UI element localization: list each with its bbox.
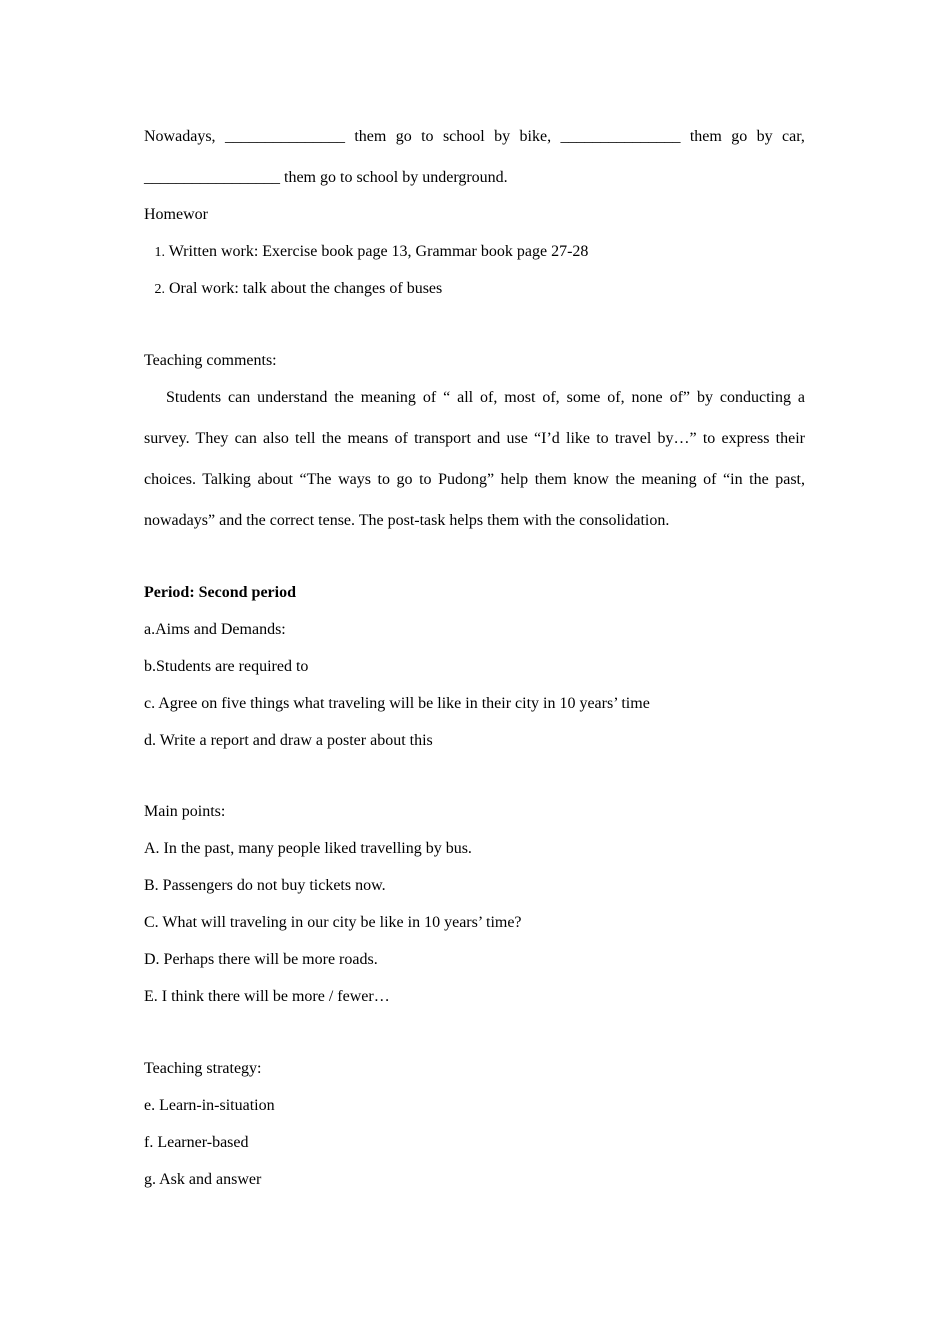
main-point-item: C. What will traveling in our city be like in 10 years’ time? (144, 914, 522, 931)
homework-item (144, 242, 588, 263)
main-points-heading: Main points: (144, 803, 226, 820)
word: by (494, 128, 511, 145)
main-point-item: B. Passengers do not buy tickets now. (144, 877, 386, 894)
word: them (689, 128, 722, 145)
comments-text: choices. Talking about “The ways to go to Pudong” help them know the meaning of “in the past, (144, 471, 805, 488)
comments-para-line-1 (166, 388, 805, 408)
comments-heading: Teaching comments: (144, 352, 277, 369)
homework-heading: Homewor (144, 206, 208, 223)
word: by (756, 128, 773, 145)
word: go (731, 128, 748, 145)
strategy-item: e. Learn-in-situation (144, 1097, 275, 1114)
word: Nowadays, (144, 128, 216, 145)
word: them (354, 128, 387, 145)
strategy-item: f. Learner-based (144, 1134, 249, 1151)
list-number: 2. (154, 282, 165, 297)
homework-item (144, 279, 442, 300)
comments-text: survey. They can also tell the means of transport and use “I’d like to travel by…” to express their (144, 430, 805, 447)
blank: _______________ (224, 128, 345, 145)
homework-item-text: Written work: Exercise book page 13, Grammar book page 27-28 (168, 243, 589, 260)
document-page (144, 0, 805, 1344)
main-point-item: E. I think there will be more / fewer… (144, 988, 390, 1005)
comments-text: Students can understand the meaning of “ all of, most of, some of, none of” by conducting a (166, 389, 805, 406)
period-item: a.Aims and Demands: (144, 621, 286, 638)
word: car, (782, 128, 805, 145)
blank: _______________ (560, 128, 681, 145)
strategy-heading: Teaching strategy: (144, 1060, 262, 1077)
word: go (395, 128, 412, 145)
list-number: 1. (154, 245, 165, 260)
exercise-line-2: _________________ them go to school by underground. (144, 169, 508, 186)
period-item: c. Agree on five things what traveling will be like in their city in 10 years’ time (144, 695, 650, 712)
period-item: d. Write a report and draw a poster about this (144, 732, 433, 749)
main-point-item: A. In the past, many people liked travelling by bus. (144, 840, 472, 857)
period-heading: Period: Second period (144, 584, 296, 601)
comments-para-line-3 (144, 470, 805, 490)
word: school (442, 128, 485, 145)
word: to (421, 128, 434, 145)
comments-para-line-2 (144, 429, 805, 449)
comments-para-line-4: nowadays” and the correct tense. The post-task helps them with the consolidation. (144, 512, 670, 529)
homework-item-text: Oral work: talk about the changes of buses (169, 280, 443, 297)
exercise-line-1 (144, 127, 805, 147)
strategy-item: g. Ask and answer (144, 1171, 262, 1188)
main-point-item: D. Perhaps there will be more roads. (144, 951, 378, 968)
period-item: b.Students are required to (144, 658, 309, 675)
word: bike, (519, 128, 552, 145)
